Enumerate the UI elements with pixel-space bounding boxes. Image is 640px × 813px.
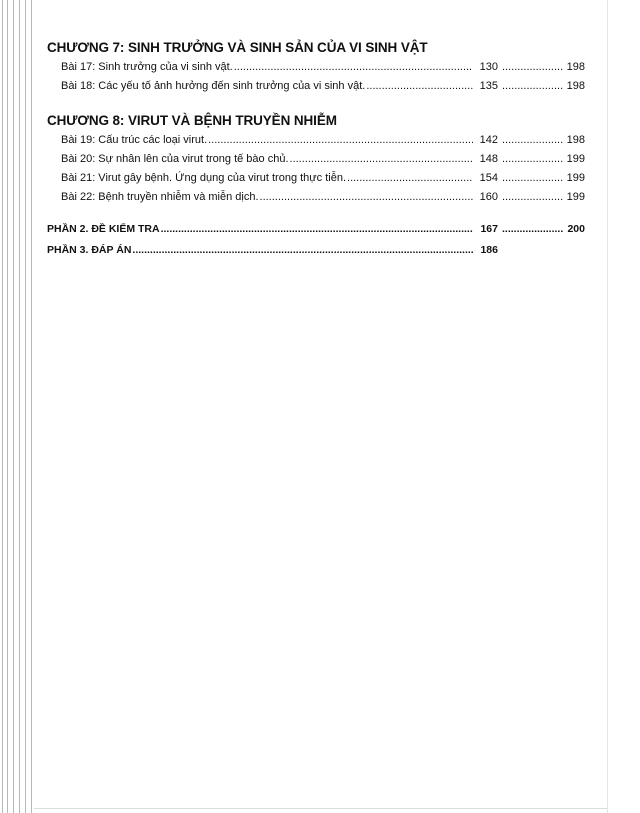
page-margin-right xyxy=(607,0,640,813)
dot-leader xyxy=(234,61,473,73)
dot-leader xyxy=(290,153,473,165)
answer-page-number: 199 xyxy=(566,153,585,165)
dot-leader xyxy=(208,134,473,146)
answer-page-number: 199 xyxy=(566,191,585,203)
answer-page-number: 198 xyxy=(566,80,585,92)
chapter-8 xyxy=(47,113,585,210)
answer-page-number: 200 xyxy=(567,223,585,235)
page-edge-line xyxy=(19,0,20,813)
toc-entry[interactable] xyxy=(47,172,585,191)
entry-label: Bài 21: Virut gây bệnh. Ứng dụng của virut trong thực tiễn. xyxy=(61,172,347,184)
chapter-title: CHƯƠNG 8: VIRUT VÀ BỆNH TRUYỀN NHIỄM xyxy=(47,113,337,128)
toc-part-entry[interactable] xyxy=(47,223,585,244)
entry-label: Bài 18: Các yếu tố ảnh hưởng đến sinh trưởng của vi sinh vật. xyxy=(61,80,366,92)
dot-leader xyxy=(161,223,473,235)
entry-label: Bài 22: Bệnh truyền nhiễm và miễn dịch. xyxy=(61,191,259,203)
dot-leader xyxy=(502,153,563,165)
answer-page-number: 198 xyxy=(566,134,585,146)
page-number: 130 xyxy=(479,61,498,73)
dot-leader xyxy=(132,244,473,256)
dot-leader xyxy=(502,172,563,184)
page-number: 167 xyxy=(480,223,498,235)
toc-entry[interactable] xyxy=(47,134,585,153)
page-edge-line xyxy=(31,0,32,813)
dot-leader xyxy=(366,80,473,92)
page-number: 135 xyxy=(479,80,498,92)
answer-page-number: 199 xyxy=(566,172,585,184)
toc-entry[interactable] xyxy=(47,80,585,99)
page-number: 142 xyxy=(479,134,498,146)
dot-leader xyxy=(502,80,563,92)
chapter-title: CHƯƠNG 7: SINH TRƯỞNG VÀ SINH SẢN CỦA VI SINH VẬT xyxy=(47,40,428,55)
dot-leader xyxy=(502,191,563,203)
page-number: 148 xyxy=(479,153,498,165)
page-number: 154 xyxy=(479,172,498,184)
toc-part-entry[interactable] xyxy=(47,244,585,265)
page-edge-line xyxy=(13,0,14,813)
chapter-7 xyxy=(47,40,585,99)
page-edge-line xyxy=(25,0,26,813)
page-bottom-edge xyxy=(34,808,607,809)
answer-page-number: 198 xyxy=(566,61,585,73)
entry-label: Bài 20: Sự nhân lên của virut trong tế bào chủ. xyxy=(61,153,289,165)
toc-entry[interactable] xyxy=(47,191,585,210)
entry-label: Bài 17: Sinh trưởng của vi sinh vật. xyxy=(61,61,233,73)
page-number: 186 xyxy=(480,244,498,256)
dot-leader xyxy=(502,61,563,73)
page-edge-line xyxy=(7,0,8,813)
part-label: PHẦN 2. ĐỀ KIỂM TRA xyxy=(47,223,160,235)
dot-leader xyxy=(260,191,473,203)
toc-entry[interactable] xyxy=(47,153,585,172)
table-of-contents xyxy=(47,36,585,265)
parts-section xyxy=(47,223,585,265)
part-label: PHẦN 3. ĐÁP ÁN xyxy=(47,244,132,256)
toc-entry[interactable] xyxy=(47,61,585,80)
dot-leader xyxy=(502,134,563,146)
dot-leader xyxy=(347,172,473,184)
page-edge-line xyxy=(2,0,3,813)
entry-label: Bài 19: Cấu trúc các loại virut. xyxy=(61,134,208,146)
dot-leader xyxy=(502,223,563,235)
page-number: 160 xyxy=(479,191,498,203)
